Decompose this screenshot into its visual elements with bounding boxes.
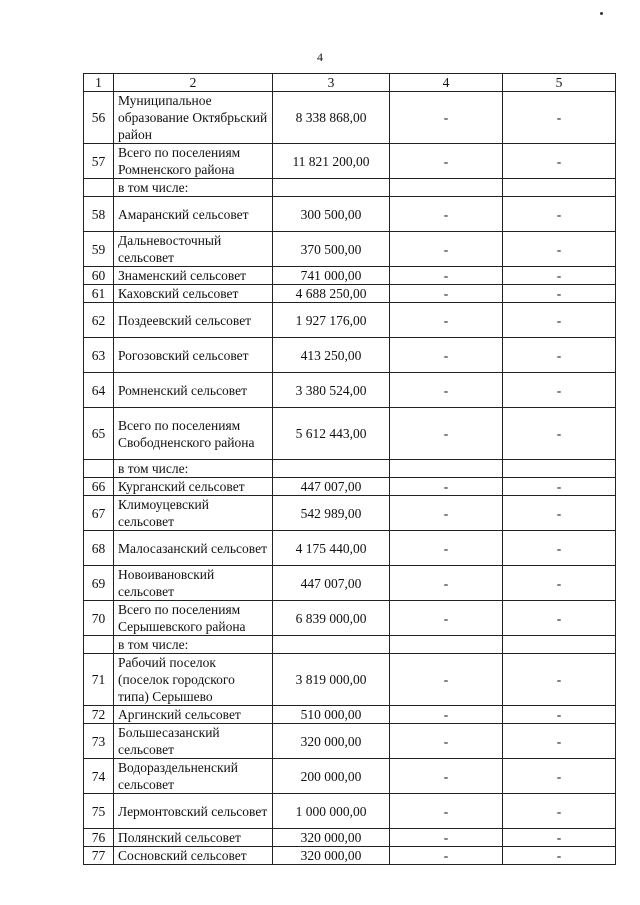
row-name: Лермонтовский сельсовет <box>114 794 273 829</box>
row-col-4: - <box>390 601 503 636</box>
row-col-5: - <box>503 794 616 829</box>
row-number: 67 <box>84 496 114 531</box>
row-col-5: - <box>503 267 616 285</box>
table-row <box>84 303 616 338</box>
row-sum <box>273 460 390 478</box>
row-col-5 <box>503 460 616 478</box>
table-row <box>84 478 616 496</box>
row-sum: 4 175 440,00 <box>273 531 390 566</box>
row-sum: 370 500,00 <box>273 232 390 267</box>
table-row <box>84 92 616 144</box>
row-col-5: - <box>503 232 616 267</box>
row-sum: 447 007,00 <box>273 566 390 601</box>
row-col-4: - <box>390 285 503 303</box>
row-sum: 413 250,00 <box>273 338 390 373</box>
row-col-4: - <box>390 144 503 179</box>
row-sum: 447 007,00 <box>273 478 390 496</box>
header-col-2: 2 <box>114 74 273 92</box>
table-row <box>84 531 616 566</box>
row-number <box>84 460 114 478</box>
table-row <box>84 338 616 373</box>
table-row <box>84 144 616 179</box>
row-number: 61 <box>84 285 114 303</box>
row-name: Малосазанский сельсовет <box>114 531 273 566</box>
row-number: 65 <box>84 408 114 460</box>
row-number: 70 <box>84 601 114 636</box>
row-sum: 3 380 524,00 <box>273 373 390 408</box>
table-row <box>84 847 616 865</box>
row-col-5: - <box>503 654 616 706</box>
header-col-4: 4 <box>390 74 503 92</box>
table-row <box>84 197 616 232</box>
row-number <box>84 636 114 654</box>
table-row <box>84 566 616 601</box>
row-name: Дальневосточный сельсовет <box>114 232 273 267</box>
row-name: Большесазанский сельсовет <box>114 724 273 759</box>
row-col-4: - <box>390 794 503 829</box>
row-col-5: - <box>503 724 616 759</box>
row-col-5: - <box>503 496 616 531</box>
row-col-4: - <box>390 408 503 460</box>
row-col-4: - <box>390 531 503 566</box>
header-col-3: 3 <box>273 74 390 92</box>
row-number: 72 <box>84 706 114 724</box>
table-row <box>84 232 616 267</box>
table-row <box>84 460 616 478</box>
table-row <box>84 179 616 197</box>
scan-speck <box>600 12 603 15</box>
row-name: Климоуцевский сельсовет <box>114 496 273 531</box>
row-col-5: - <box>503 531 616 566</box>
row-sum: 510 000,00 <box>273 706 390 724</box>
row-col-5: - <box>503 285 616 303</box>
row-name: Сосновский сельсовет <box>114 847 273 865</box>
row-col-4 <box>390 179 503 197</box>
row-col-4: - <box>390 829 503 847</box>
row-name: Всего по поселениям Ромненского района <box>114 144 273 179</box>
row-sum <box>273 636 390 654</box>
row-number: 56 <box>84 92 114 144</box>
row-name: Всего по поселениям Свободненского района <box>114 408 273 460</box>
table-row <box>84 601 616 636</box>
row-name: Муниципальное образование Октябрьский район <box>114 92 273 144</box>
row-sum: 3 819 000,00 <box>273 654 390 706</box>
row-name: Ромненский сельсовет <box>114 373 273 408</box>
row-sum: 741 000,00 <box>273 267 390 285</box>
row-col-5: - <box>503 144 616 179</box>
row-col-5: - <box>503 338 616 373</box>
row-name: Рабочий поселок (поселок городского типа) Серышево <box>114 654 273 706</box>
table-row <box>84 285 616 303</box>
row-col-4: - <box>390 847 503 865</box>
row-col-5: - <box>503 706 616 724</box>
row-sum <box>273 179 390 197</box>
row-number <box>84 179 114 197</box>
row-sum: 8 338 868,00 <box>273 92 390 144</box>
row-col-4 <box>390 460 503 478</box>
row-number: 58 <box>84 197 114 232</box>
row-name: Новоивановский сельсовет <box>114 566 273 601</box>
row-name: Всего по поселениям Серышевского района <box>114 601 273 636</box>
row-name: Аргинский сельсовет <box>114 706 273 724</box>
row-col-5: - <box>503 303 616 338</box>
row-name: в том числе: <box>114 636 273 654</box>
row-number: 75 <box>84 794 114 829</box>
row-col-5 <box>503 179 616 197</box>
row-name: Водораздельненский сельсовет <box>114 759 273 794</box>
row-col-5: - <box>503 601 616 636</box>
row-name: Полянский сельсовет <box>114 829 273 847</box>
header-col-5: 5 <box>503 74 616 92</box>
row-sum: 320 000,00 <box>273 724 390 759</box>
row-sum: 320 000,00 <box>273 847 390 865</box>
row-col-4: - <box>390 654 503 706</box>
row-sum: 542 989,00 <box>273 496 390 531</box>
row-sum: 4 688 250,00 <box>273 285 390 303</box>
row-name: в том числе: <box>114 179 273 197</box>
row-sum: 11 821 200,00 <box>273 144 390 179</box>
row-name: Каховский сельсовет <box>114 285 273 303</box>
row-name: Амаранский сельсовет <box>114 197 273 232</box>
row-col-4: - <box>390 303 503 338</box>
table-row <box>84 724 616 759</box>
row-col-4: - <box>390 496 503 531</box>
row-number: 69 <box>84 566 114 601</box>
row-col-4: - <box>390 759 503 794</box>
row-col-4 <box>390 636 503 654</box>
row-col-4: - <box>390 197 503 232</box>
row-col-5 <box>503 636 616 654</box>
table-row <box>84 267 616 285</box>
row-col-4: - <box>390 706 503 724</box>
row-number: 77 <box>84 847 114 865</box>
row-sum: 1 927 176,00 <box>273 303 390 338</box>
row-number: 60 <box>84 267 114 285</box>
row-col-4: - <box>390 267 503 285</box>
table-row <box>84 794 616 829</box>
table-row <box>84 408 616 460</box>
table-row <box>84 829 616 847</box>
table-row <box>84 373 616 408</box>
row-number: 68 <box>84 531 114 566</box>
row-col-5: - <box>503 847 616 865</box>
row-name: в том числе: <box>114 460 273 478</box>
row-sum: 5 612 443,00 <box>273 408 390 460</box>
table-header-row <box>84 74 616 92</box>
row-name: Знаменский сельсовет <box>114 267 273 285</box>
page-number: 4 <box>317 50 323 64</box>
row-number: 74 <box>84 759 114 794</box>
row-sum: 320 000,00 <box>273 829 390 847</box>
row-name: Курганский сельсовет <box>114 478 273 496</box>
header-col-1: 1 <box>84 74 114 92</box>
row-name: Рогозовский сельсовет <box>114 338 273 373</box>
row-number: 71 <box>84 654 114 706</box>
row-col-5: - <box>503 829 616 847</box>
table-row <box>84 496 616 531</box>
row-col-4: - <box>390 338 503 373</box>
row-col-5: - <box>503 478 616 496</box>
row-sum: 1 000 000,00 <box>273 794 390 829</box>
row-number: 59 <box>84 232 114 267</box>
row-col-4: - <box>390 724 503 759</box>
row-col-4: - <box>390 478 503 496</box>
row-col-4: - <box>390 566 503 601</box>
row-number: 64 <box>84 373 114 408</box>
row-col-4: - <box>390 92 503 144</box>
budget-table <box>83 73 616 865</box>
row-number: 66 <box>84 478 114 496</box>
table-row <box>84 759 616 794</box>
row-col-5: - <box>503 566 616 601</box>
row-col-5: - <box>503 92 616 144</box>
row-col-5: - <box>503 373 616 408</box>
row-sum: 200 000,00 <box>273 759 390 794</box>
row-number: 57 <box>84 144 114 179</box>
row-col-5: - <box>503 408 616 460</box>
row-number: 62 <box>84 303 114 338</box>
table-row <box>84 654 616 706</box>
row-number: 73 <box>84 724 114 759</box>
row-col-4: - <box>390 373 503 408</box>
row-sum: 300 500,00 <box>273 197 390 232</box>
table-row <box>84 706 616 724</box>
row-col-4: - <box>390 232 503 267</box>
row-number: 76 <box>84 829 114 847</box>
row-col-5: - <box>503 197 616 232</box>
row-number: 63 <box>84 338 114 373</box>
row-name: Поздеевский сельсовет <box>114 303 273 338</box>
row-sum: 6 839 000,00 <box>273 601 390 636</box>
row-col-5: - <box>503 759 616 794</box>
table-row <box>84 636 616 654</box>
